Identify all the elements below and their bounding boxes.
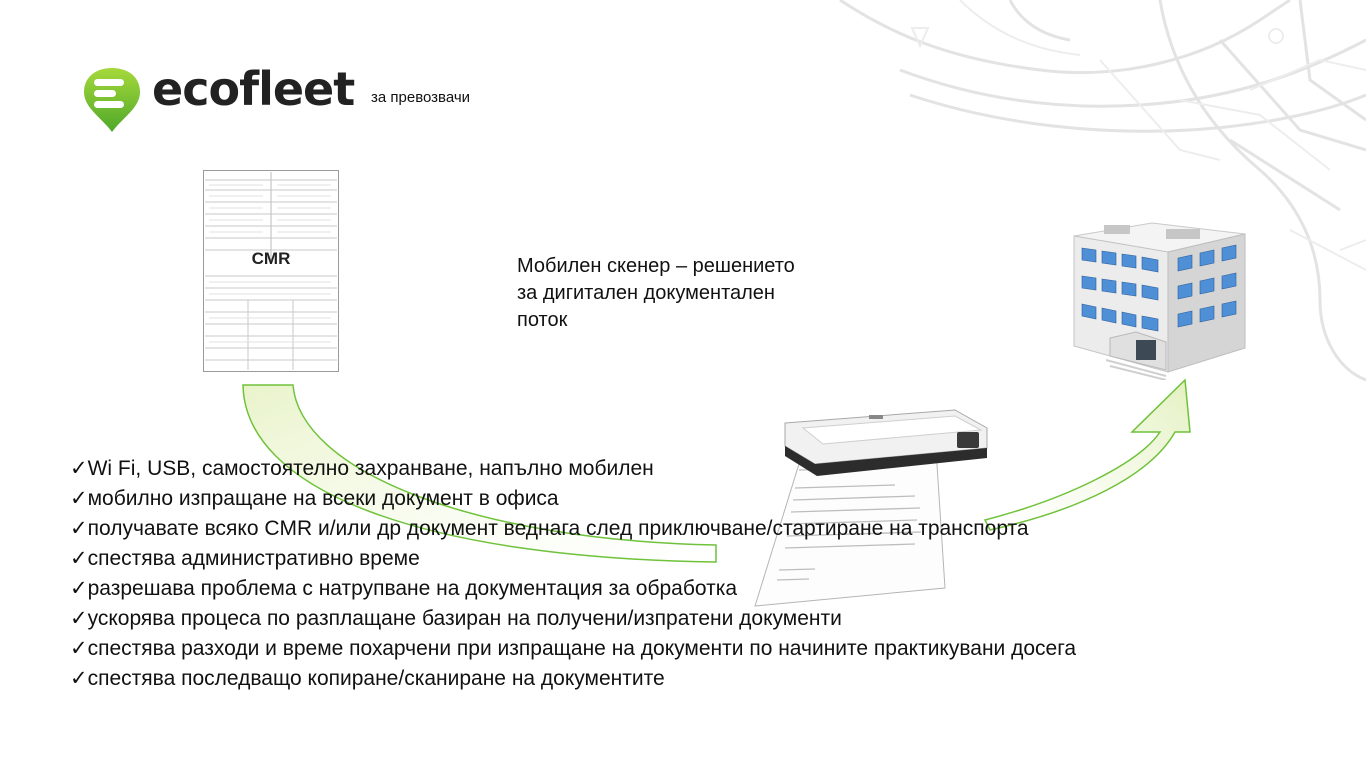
- benefit-text: Wi Fi, USB, самостоятелно захранване, напълно мобилен: [87, 457, 654, 480]
- benefit-item: [70, 604, 1260, 634]
- benefit-item: [70, 454, 1260, 484]
- benefit-text: мобилно изпращане на всеки документ в офиса: [87, 487, 559, 510]
- benefit-text: спестява последващо копиране/сканиране на документите: [87, 667, 665, 690]
- caption-line-1: Мобилен скенер – решението: [517, 255, 795, 277]
- caption-line-2: за дигитален документален: [517, 282, 775, 304]
- brand-tagline: за превозвачи: [371, 89, 471, 106]
- benefit-text: спестява административно време: [87, 547, 420, 570]
- brand-name: ecofleet: [152, 62, 355, 116]
- benefit-item: [70, 664, 1260, 694]
- benefit-text: спестява разходи и време похарчени при изпращане на документи по начините практикувани досега: [87, 637, 1077, 660]
- benefit-item: [70, 634, 1260, 664]
- cmr-label: CMR: [251, 249, 291, 268]
- benefits-list: [70, 454, 1260, 694]
- check-mark-icon: ✓: [70, 577, 88, 600]
- benefit-text: получавате всяко CMR и/или др документ веднага след приключване/стартиране на транспорта: [87, 517, 1029, 540]
- benefit-item: [70, 574, 1260, 604]
- benefit-item: [70, 484, 1260, 514]
- benefit-item: [70, 544, 1260, 574]
- check-mark-icon: ✓: [70, 667, 88, 690]
- check-mark-icon: ✓: [70, 517, 88, 540]
- check-mark-icon: ✓: [70, 457, 88, 480]
- benefit-item: [70, 514, 1260, 544]
- office-building-image: [1070, 220, 1270, 380]
- caption-line-3: поток: [517, 309, 568, 331]
- check-mark-icon: ✓: [70, 547, 88, 570]
- benefit-text: разрешава проблема с натрупване на документация за обработка: [87, 577, 738, 600]
- check-mark-icon: ✓: [70, 607, 88, 630]
- benefit-text: ускорява процеса по разплащане базиран на получени/изпратени документи: [87, 607, 842, 630]
- check-mark-icon: ✓: [70, 487, 88, 510]
- check-mark-icon: ✓: [70, 637, 88, 660]
